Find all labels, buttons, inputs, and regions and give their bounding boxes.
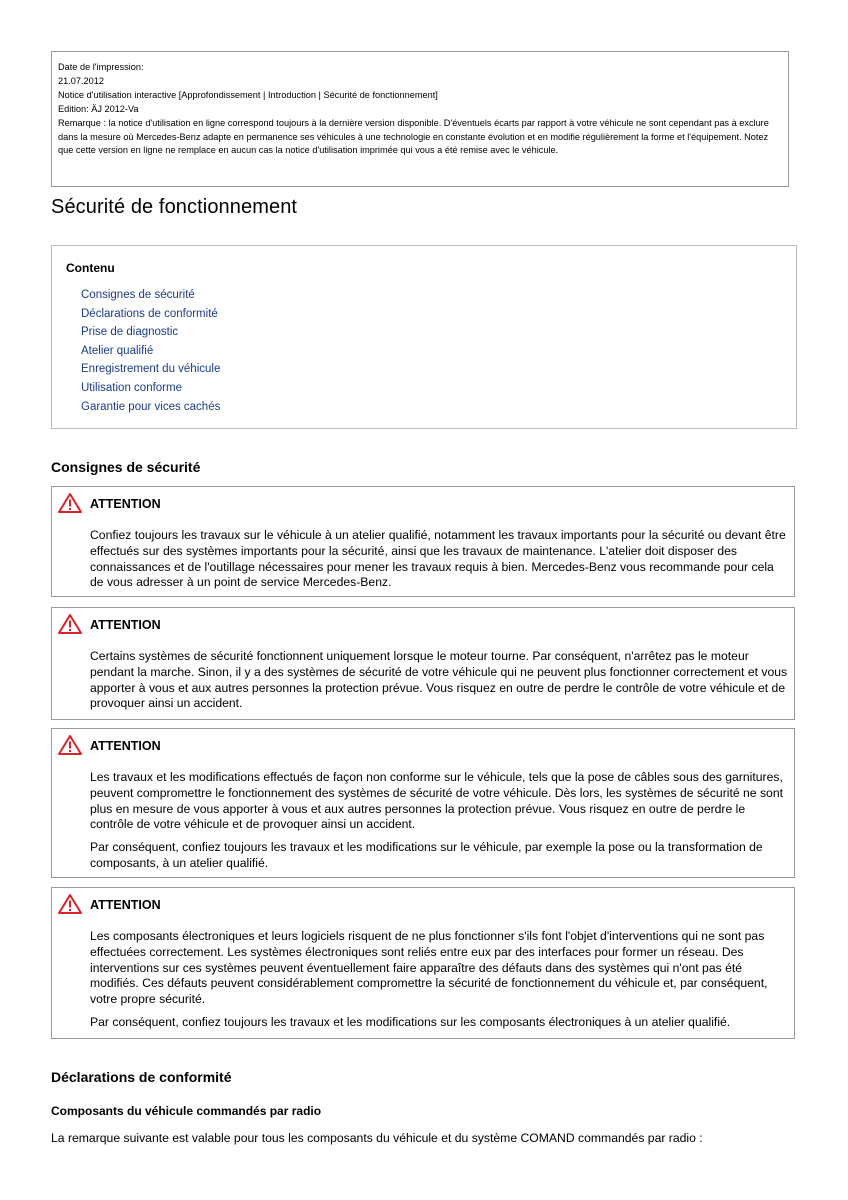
warning-text: Les composants électroniques et leurs logiciels risquent de ne plus fonctionner s'ils font l'objet d'interventions qui ne sont pas effectuées correctement. Les systèmes électroniques sont reliés entre eux par des interfaces pour former un réseau. Des interventions sur ces systèmes peuvent éventuellement faire apparaître des défauts dans des systèmes qui n'ont pas été modifiés. Ces défauts peuvent considérablement compromettre la sécurité de fonctionnement du véhicule et, par conséquent, votre propre sécurité. — [90, 929, 768, 1007]
page-title: Sécurité de fonctionnement — [51, 196, 298, 218]
warning-body — [90, 528, 790, 598]
notice-path: Notice d'utilisation interactive [Approfondissement | Introduction | Sécurité de fonctionnement] — [58, 90, 438, 100]
warning-text: Certains systèmes de sécurité fonctionnent uniquement lorsque le moteur tourne. Par conséquent, n'arrêtez pas le moteur pendant la marche. Sinon, il y a des systèmes de sécurité de votre véhicule qui ne peuvent plus fonctionner correctement et vous apporter à vous et aux autres personnes la protection prévue. Vous risquez en outre de perdre le contrôle de votre véhicule et de provoquer ainsi un accident. — [90, 649, 788, 711]
warning-body — [90, 649, 790, 719]
toc-list — [81, 286, 220, 416]
toc-link-enregistrement[interactable]: Enregistrement du véhicule — [81, 363, 221, 376]
warning-body — [90, 770, 790, 879]
toc-link-atelier[interactable]: Atelier qualifié — [81, 344, 154, 357]
warning-label: ATTENTION — [90, 618, 161, 632]
warning-box — [51, 486, 795, 597]
warning-label: ATTENTION — [90, 739, 161, 753]
remarque: Remarque : la notice d'utilisation en ligne correspond toujours à la dernière version disponible. D'éventuels écarts par rapport à votre véhicule ne sont cependant pas à exclure dans la mesure où Mercedes-Benz adapte en permanence ses véhicules à une technologie en constante évolution et en modifie régulièrement la forme et l'équipement. Notez que cette version en ligne ne remplace en aucun cas la notice d'utilisation imprimée qui vous a été remise avec le véhicule. — [58, 118, 769, 156]
print-date-label: Date de l'impression: — [58, 62, 144, 72]
warning-body — [90, 929, 790, 1038]
toc-heading: Contenu — [66, 261, 115, 275]
warning-box — [51, 887, 795, 1039]
warning-triangle-icon — [57, 893, 83, 915]
warning-box — [51, 607, 795, 720]
toc-link-consignes[interactable]: Consignes de sécurité — [81, 289, 195, 301]
warning-triangle-icon — [57, 613, 83, 635]
warning-label: ATTENTION — [90, 898, 161, 912]
section-heading-consignes: Consignes de sécurité — [51, 459, 201, 475]
warning-label: ATTENTION — [90, 497, 161, 511]
subheading-composants: Composants du véhicule commandés par radio — [51, 1104, 322, 1118]
edition: Edition: ÄJ 2012-Va — [58, 104, 139, 114]
toc-link-prise-diagnostic[interactable]: Prise de diagnostic — [81, 326, 179, 339]
warning-text: Par conséquent, confiez toujours les travaux et les modifications sur le véhicule, par exemple la pose ou la transformation de composants, à un atelier qualifié. — [90, 840, 763, 870]
toc-link-utilisation[interactable]: Utilisation conforme — [81, 381, 182, 394]
warning-text: Par conséquent, confiez toujours les travaux et les modifications sur les composants électroniques à un atelier qualifié. — [90, 1014, 731, 1029]
warning-triangle-icon — [57, 492, 83, 514]
toc-link-garantie[interactable]: Garantie pour vices cachés — [81, 400, 221, 413]
warning-text: Confiez toujours les travaux sur le véhicule à un atelier qualifié, notamment les travaux importants pour la sécurité ou devant être effectués sur des systèmes importants pour la sécurité, ainsi que les travaux de maintenance. L'atelier doit disposer des connaissances et de l'outillage nécessaires pour mener les travaux requis à bien. Mercedes-Benz vous recommande pour cela de vous adresser à un point de service Mercedes-Benz. — [90, 528, 786, 590]
warning-box — [51, 728, 795, 878]
warning-text: Les travaux et les modifications effectués de façon non conforme sur le véhicule, tels que la pose de câbles sous des garnitures, peuvent compromettre le fonctionnement des systèmes de sécurité de votre véhicule. Dès lors, les systèmes de sécurité ne sont plus en mesure de vous apporter à vous et aux autres personnes la protection prévue. Vous risquez en outre de perdre le contrôle de votre véhicule et de provoquer ainsi un accident. — [90, 770, 783, 832]
print-info-box — [51, 51, 789, 187]
body-text: La remarque suivante est valable pour tous les composants du véhicule et du système COMAND commandés par radio : — [51, 1131, 703, 1145]
table-of-contents — [51, 245, 797, 429]
print-date: 21.07.2012 — [58, 76, 104, 86]
warning-triangle-icon — [57, 734, 83, 756]
toc-link-declarations[interactable]: Déclarations de conformité — [81, 307, 218, 320]
section-heading-declarations: Déclarations de conformité — [51, 1069, 232, 1085]
